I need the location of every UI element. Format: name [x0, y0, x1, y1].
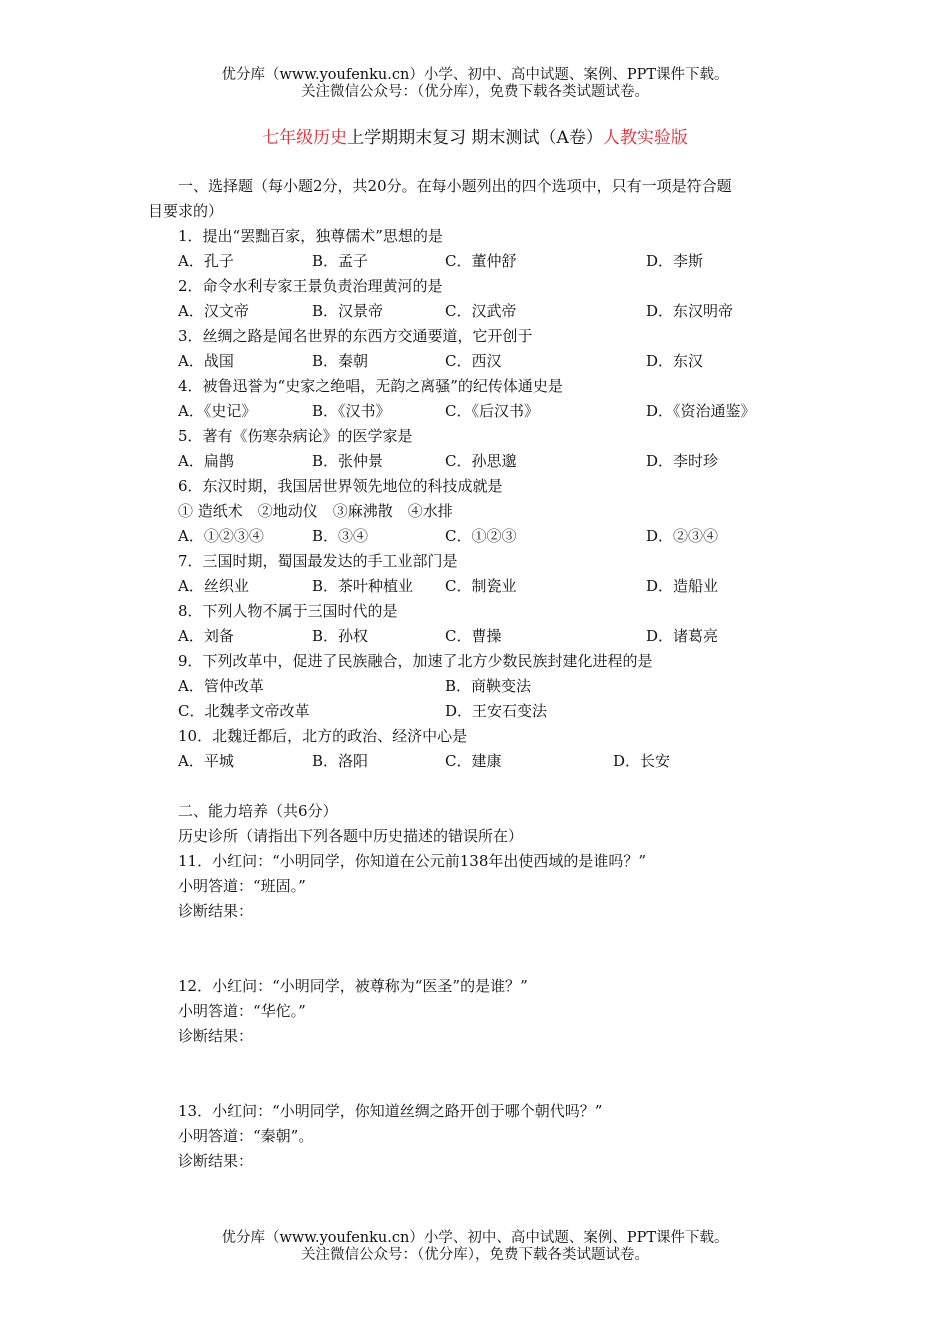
option-c: C．曹操 — [445, 627, 502, 645]
option-a: A．管仲改革 — [178, 677, 264, 695]
title-red-1: 七年级历史 — [262, 128, 348, 148]
options-4 — [148, 399, 812, 424]
option-c: C．《后汉书》 — [445, 402, 539, 420]
options-8 — [148, 624, 812, 649]
question-4: 4．被鲁迅誉为“史家之绝唱，无韵之离骚”的纪传体通史是 — [178, 377, 563, 395]
option-d: D．《资治通鉴》 — [646, 402, 756, 420]
option-a: A．扁鹊 — [178, 452, 234, 470]
question-6: 6．东汉时期，我国居世界领先地位的科技成就是 — [178, 477, 503, 495]
option-d: D．长安 — [613, 752, 671, 770]
question-2: 2．命令水利专家王景负责治理黄河的是 — [178, 277, 443, 295]
answer-12: 小明答道：“华佗。” — [178, 1002, 306, 1020]
page-title — [0, 123, 950, 148]
option-d: D．李斯 — [646, 252, 704, 270]
option-d: D．造船业 — [646, 577, 719, 595]
answer-11: 小明答道：“班固。” — [178, 877, 306, 895]
option-b: B．张仲景 — [312, 452, 384, 470]
exam-body — [148, 174, 812, 1174]
option-d: D．王安石变法 — [445, 702, 548, 720]
option-c: C．孙思邈 — [445, 452, 517, 470]
section1-heading-line1: 一、选择题（每小题2分，共20分。在每小题列出的四个选项中，只有一项是符合题 — [178, 177, 732, 195]
options-7 — [148, 574, 812, 599]
diagnosis-12: 诊断结果： — [178, 1027, 254, 1045]
options-6 — [148, 524, 812, 549]
options-10 — [148, 749, 812, 774]
option-a: A．汉文帝 — [178, 302, 249, 320]
option-a: A．孔子 — [178, 252, 234, 270]
question-8: 8．下列人物不属于三国时代的是 — [178, 602, 398, 620]
options-2 — [148, 299, 812, 324]
option-c: C．董仲舒 — [445, 252, 517, 270]
question-13: 13．小红问：“小明同学，你知道丝绸之路开创于哪个朝代吗？” — [178, 1102, 603, 1120]
option-a: A．丝织业 — [178, 577, 249, 595]
header-line-2: 关注微信公众号：（优分库），免费下载各类试题试卷。 — [301, 84, 649, 100]
question-10: 10．北魏迁都后，北方的政治、经济中心是 — [178, 727, 468, 745]
option-b: B．商鞅变法 — [445, 677, 532, 695]
options-5 — [148, 449, 812, 474]
options-3 — [148, 349, 812, 374]
option-d: D．李时珍 — [646, 452, 719, 470]
footer-line-2: 关注微信公众号：（优分库），免费下载各类试题试卷。 — [301, 1247, 649, 1263]
option-b: B．茶叶种植业 — [312, 577, 414, 595]
option-a: A．刘备 — [178, 627, 234, 645]
option-c: C．①②③ — [445, 527, 517, 545]
option-d: D．东汉明帝 — [646, 302, 734, 320]
option-b: B．洛阳 — [312, 752, 369, 770]
section-choice — [148, 174, 812, 774]
page-footer — [0, 1230, 950, 1264]
footer-line-1: 优分库（www.youfenku.cn）小学、初中、高中试题、案例、PPT课件下载。 — [221, 1230, 729, 1246]
diagnosis-13: 诊断结果： — [178, 1152, 254, 1170]
section1-heading-line2: 目要求的） — [148, 202, 224, 220]
question-5: 5．著有《伤寒杂病论》的医学家是 — [178, 427, 413, 445]
option-c: C．制瓷业 — [445, 577, 517, 595]
option-b: B．秦朝 — [312, 352, 369, 370]
question-7: 7．三国时期，蜀国最发达的手工业部门是 — [178, 552, 458, 570]
header-line-1: 优分库（www.youfenku.cn）小学、初中、高中试题、案例、PPT课件下载。 — [221, 67, 729, 83]
option-b: B．孙权 — [312, 627, 369, 645]
question-9: 9．下列改革中，促进了民族融合，加速了北方少数民族封建化进程的是 — [178, 652, 653, 670]
page-header — [0, 67, 950, 101]
question-1: 1．提出“罢黜百家，独尊儒术”思想的是 — [178, 227, 443, 245]
option-a: A．平城 — [178, 752, 234, 770]
title-black: 上学期期末复习 期末测试（A卷） — [347, 128, 603, 148]
option-c: C．西汉 — [445, 352, 502, 370]
option-b: B．《汉书》 — [312, 402, 391, 420]
option-a: A．①②③④ — [178, 527, 264, 545]
title-red-2: 人教实验版 — [602, 128, 688, 148]
options-1 — [148, 249, 812, 274]
option-c: C．汉武帝 — [445, 302, 517, 320]
diagnosis-12-space[interactable] — [148, 1049, 812, 1099]
answer-13: 小明答道：“秦朝”。 — [178, 1127, 314, 1145]
section2-subheading: 历史诊所（请指出下列各题中历史描述的错误所在） — [178, 827, 524, 845]
option-d: D．东汉 — [646, 352, 704, 370]
option-b: B．汉景帝 — [312, 302, 384, 320]
question-6-items: ① 造纸术 ②地动仪 ③麻沸散 ④水排 — [178, 502, 453, 520]
question-3: 3．丝绸之路是闻名世界的东西方交通要道，它开创于 — [178, 327, 533, 345]
option-d: D．②③④ — [646, 527, 719, 545]
option-a: A．《史记》 — [178, 402, 257, 420]
option-c: C．北魏孝文帝改革 — [178, 702, 310, 720]
options-9-row2 — [148, 699, 812, 724]
option-d: D．诸葛亮 — [646, 627, 719, 645]
question-12: 12．小红问：“小明同学，被尊称为“医圣”的是谁？” — [178, 977, 528, 995]
options-9-row1 — [148, 674, 812, 699]
section-ability — [148, 799, 812, 1174]
diagnosis-11: 诊断结果： — [178, 902, 254, 920]
diagnosis-11-space[interactable] — [148, 924, 812, 974]
option-b: B．孟子 — [312, 252, 369, 270]
section2-heading: 二、能力培养（共6分） — [178, 802, 338, 820]
option-c: C．建康 — [445, 752, 502, 770]
option-b: B．③④ — [312, 527, 369, 545]
option-a: A．战国 — [178, 352, 234, 370]
question-11: 11．小红问：“小明同学，你知道在公元前138年出使西域的是谁吗？” — [178, 852, 647, 870]
